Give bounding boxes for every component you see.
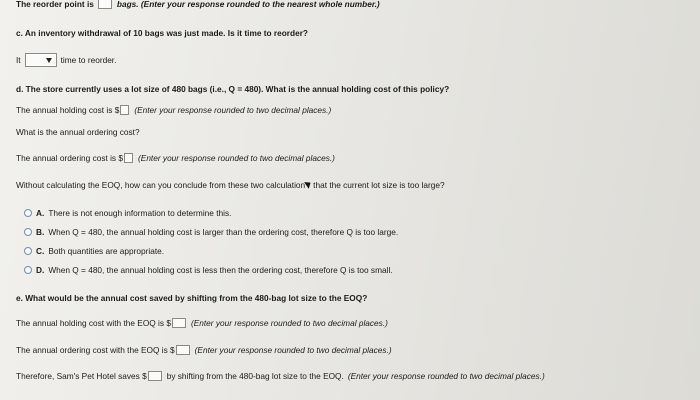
- option-d-text: When Q = 480, the annual holding cost is less then the ordering cost, therefore Q is too small.: [48, 265, 393, 275]
- part-e-saves-row: [16, 370, 545, 382]
- option-c-row[interactable]: [24, 245, 164, 257]
- part-d-ordering-question: What is the annual ordering cost?: [16, 127, 140, 137]
- option-b-row[interactable]: [24, 226, 398, 238]
- part-e-ordering-row: [16, 344, 392, 356]
- part-e-question-row: [16, 292, 367, 304]
- reorder-point-prefix: The reorder point is: [16, 0, 94, 9]
- part-d-ordering-question-row: [16, 126, 140, 138]
- option-c-text: Both quantities are appropriate.: [48, 246, 165, 256]
- option-a-row[interactable]: [24, 207, 231, 219]
- option-c-radio[interactable]: [24, 247, 32, 255]
- option-b-text: When Q = 480, the annual holding cost is larger than the ordering cost, therefore Q is too large.: [48, 227, 399, 237]
- part-e-holding-row: [16, 317, 388, 329]
- holding-cost-input[interactable]: [120, 105, 129, 115]
- part-e-saves-hint: (Enter your response rounded to two decimal places.): [347, 371, 545, 381]
- part-e-ordering-prefix: The annual ordering cost with the EOQ is $: [16, 345, 175, 355]
- part-d-question: d. The store currently uses a lot size of 480 bags (i.e., Q = 480). What is the annual holding cost of this policy?: [16, 84, 450, 94]
- part-d-question-row: [16, 83, 449, 95]
- part-d-holding-hint: (Enter your response rounded to two decimal places.): [134, 105, 332, 115]
- part-c-after-dropdown: time to reorder.: [60, 55, 117, 65]
- option-a-letter: A.: [36, 208, 45, 218]
- part-d-ordering-row: [16, 152, 335, 164]
- part-d-ordering-hint: (Enter your response rounded to two decimal places.): [138, 153, 335, 163]
- eoq-ordering-cost-input[interactable]: [176, 345, 190, 355]
- option-a-text: There is not enough information to determine this.: [48, 208, 232, 218]
- option-d-row[interactable]: [24, 264, 393, 276]
- part-c-question: c. An inventory withdrawal of 10 bags was just made. Is it time to reorder?: [16, 28, 308, 38]
- part-d-conclude-row: [16, 179, 445, 191]
- option-d-radio[interactable]: [24, 266, 32, 274]
- chevron-down-icon: [46, 58, 52, 63]
- part-d-conclude-question-b: that the current lot size is too large?: [313, 180, 445, 190]
- part-c-question-row: [16, 27, 308, 39]
- option-c-letter: C.: [36, 246, 45, 256]
- part-e-saves-middle: by shifting from the 480-bag lot size to the EOQ.: [166, 371, 344, 381]
- part-d-ordering-prefix: The annual ordering cost is $: [16, 153, 124, 163]
- mouse-cursor-icon: [306, 180, 312, 190]
- part-c-it-label: It: [16, 55, 21, 65]
- reorder-point-row: [16, 0, 380, 10]
- part-d-holding-prefix: The annual holding cost is $: [16, 105, 120, 115]
- reorder-point-hint: bags. (Enter your response rounded to the nearest whole number.): [116, 0, 380, 9]
- reorder-dropdown[interactable]: [25, 53, 57, 67]
- part-e-saves-prefix: Therefore, Sam's Pet Hotel saves $: [16, 371, 147, 381]
- part-d-holding-row: [16, 104, 331, 116]
- option-b-letter: B.: [36, 227, 45, 237]
- option-a-radio[interactable]: [24, 209, 32, 217]
- part-d-conclude-question-a: Without calculating the EOQ, how can you conclude from these two calculation: [16, 180, 306, 190]
- ordering-cost-input[interactable]: [124, 153, 133, 163]
- part-c-answer-row: [16, 53, 116, 67]
- part-e-question: e. What would be the annual cost saved by shifting from the 480-bag lot size to the EOQ?: [16, 293, 368, 303]
- option-d-letter: D.: [36, 265, 45, 275]
- reorder-point-input[interactable]: [98, 0, 112, 9]
- part-e-holding-prefix: The annual holding cost with the EOQ is $: [16, 318, 171, 328]
- part-e-ordering-hint: (Enter your response rounded to two decimal places.): [194, 345, 392, 355]
- option-b-radio[interactable]: [24, 228, 32, 236]
- savings-input[interactable]: [148, 371, 162, 381]
- eoq-holding-cost-input[interactable]: [172, 318, 186, 328]
- part-e-holding-hint: (Enter your response rounded to two decimal places.): [190, 318, 388, 328]
